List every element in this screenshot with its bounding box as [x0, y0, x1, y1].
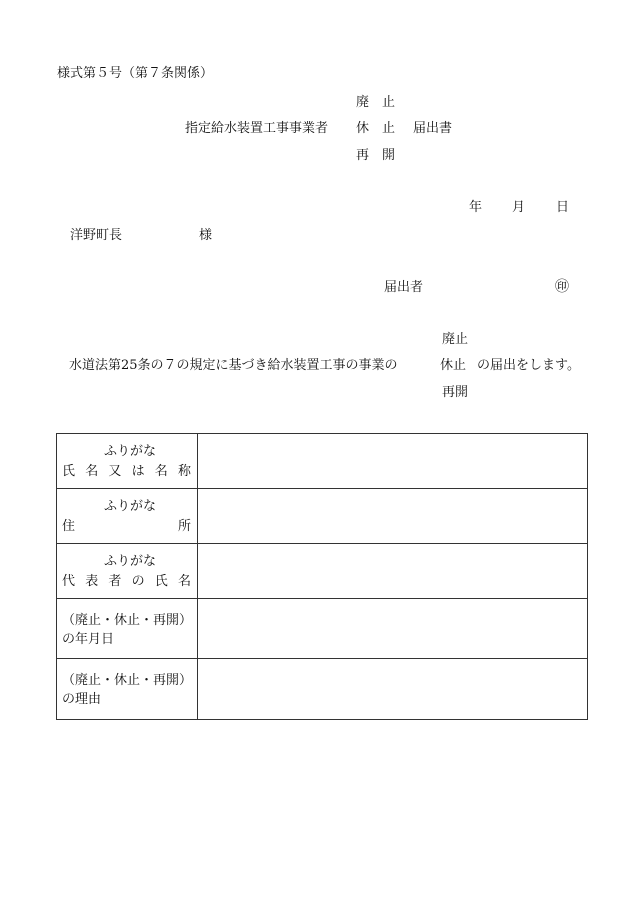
status-options-label: （廃止・休止・再開） — [62, 613, 193, 628]
date-input-cell[interactable] — [198, 599, 587, 659]
furigana-label: ふりがな — [104, 444, 157, 459]
title-option-abolish: 廃 止 — [356, 95, 396, 110]
notifier-label: 届出者 — [384, 280, 424, 295]
status-options-label: （廃止・休止・再開） — [62, 673, 193, 688]
statement-option-suspend: 休止 — [440, 358, 467, 373]
date-day-label: 日 — [556, 200, 570, 215]
statement-text: 水道法第25条の７の規定に基づき給水装置工事の事業の — [69, 358, 398, 373]
reason-label-cell — [57, 659, 198, 719]
name-input-cell[interactable] — [198, 434, 587, 489]
reason-input-cell[interactable] — [198, 659, 587, 719]
addressee-name: 洋野町長 — [70, 228, 123, 243]
representative-label: 代表者の氏名 — [62, 574, 191, 589]
statement-text-end: の届出をします。 — [477, 358, 580, 373]
name-label: 氏名又は名称 — [62, 464, 191, 479]
representative-label-cell — [57, 544, 198, 599]
address-input-cell[interactable] — [198, 489, 587, 544]
statement-option-resume: 再開 — [442, 385, 469, 400]
furigana-label: ふりがな — [104, 554, 157, 569]
representative-input-cell[interactable] — [198, 544, 587, 599]
date-month-label: 月 — [512, 200, 526, 215]
address-label: 住所 — [62, 519, 191, 534]
statement-option-abolish: 廃止 — [442, 332, 469, 347]
date-year-label: 年 — [469, 200, 483, 215]
notification-form-table — [56, 433, 588, 720]
furigana-label: ふりがな — [104, 499, 157, 514]
reason-label: の理由 — [62, 692, 102, 707]
addressee-honorific: 様 — [199, 228, 213, 243]
name-label-cell — [57, 434, 198, 489]
seal-mark: ㊞ — [555, 279, 569, 295]
address-label-cell — [57, 489, 198, 544]
title-prefix: 指定給水装置工事事業者 — [185, 121, 329, 136]
title-option-resume: 再 開 — [356, 148, 396, 163]
form-number: 様式第５号（第７条関係） — [57, 66, 214, 81]
date-label: の年月日 — [62, 632, 115, 647]
title-option-suspend: 休 止 — [356, 121, 396, 136]
title-suffix: 届出書 — [413, 121, 453, 136]
date-label-cell — [57, 599, 198, 659]
